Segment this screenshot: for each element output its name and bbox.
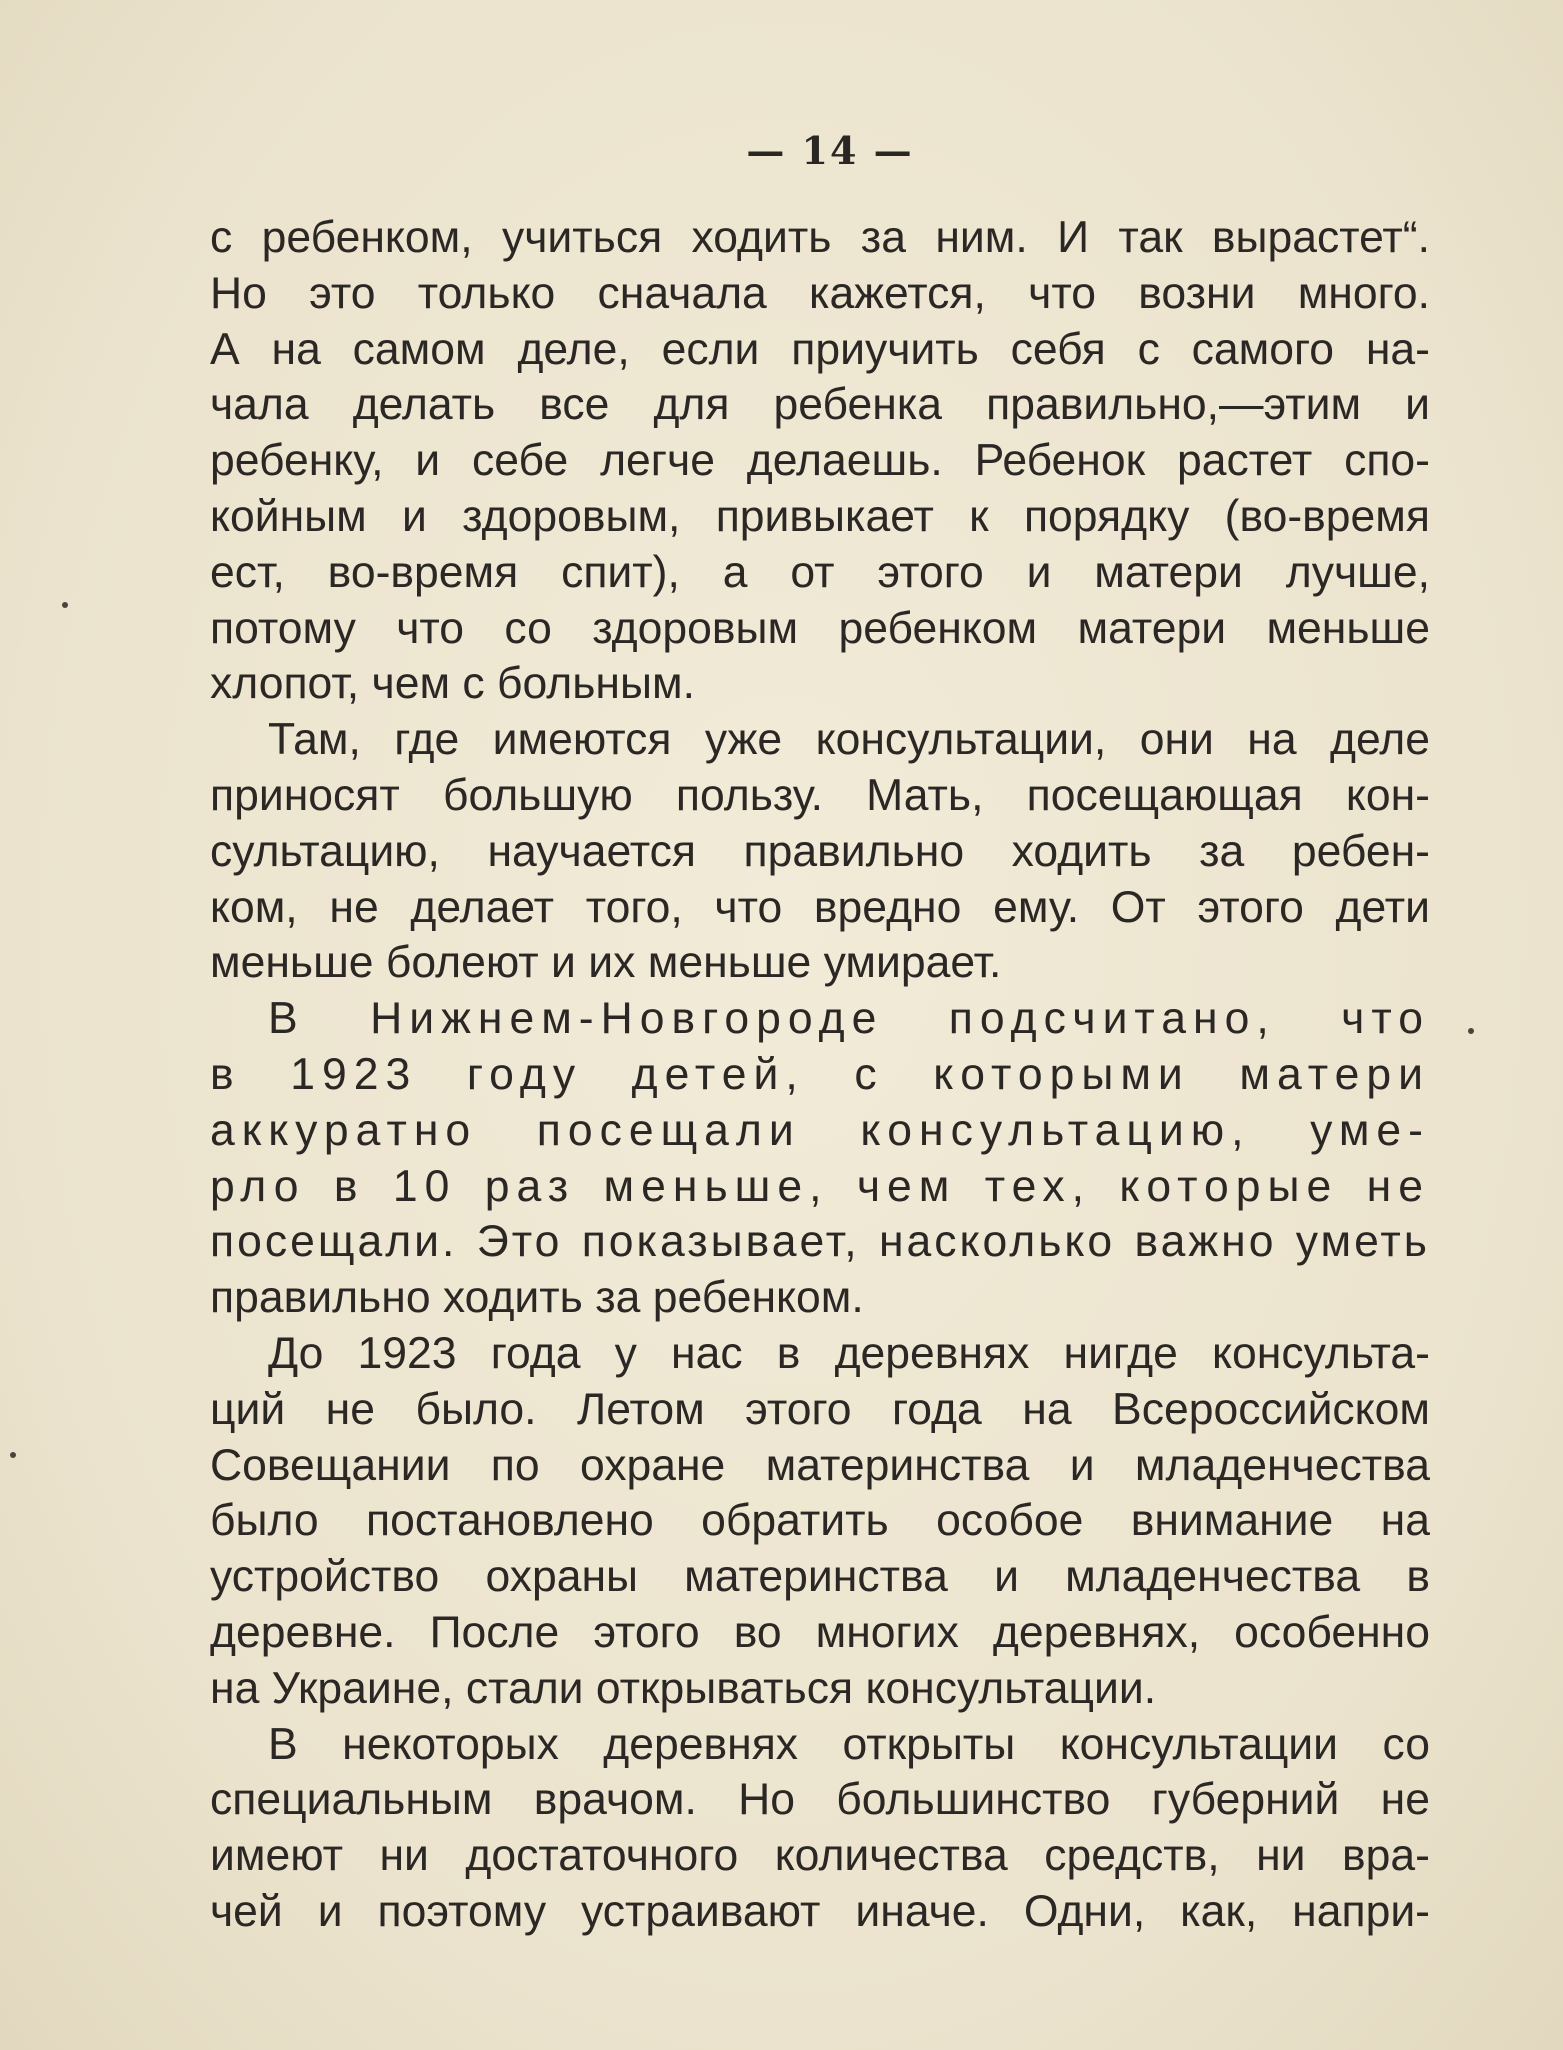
text-line: ест, во-время спит), а от этого и матери лучше, <box>210 547 1430 597</box>
text-line: деревне. После этого во многих деревнях, особенно <box>210 1607 1430 1657</box>
text-line: аккуратно посещали консультацию, уме- <box>210 1105 1430 1155</box>
text-line: было постановлено обратить особое внимание на <box>210 1496 1430 1546</box>
text-line: В некоторых деревнях открыты консультации со <box>268 1719 1430 1769</box>
text-line: устройство охраны материнства и младенчества в <box>210 1552 1430 1602</box>
text-line: чала делать все для ребенка правильно,—этим и <box>210 380 1430 430</box>
text-line: сультацию, научается правильно ходить за ребен- <box>210 826 1430 876</box>
text-line: До 1923 года у нас в деревнях нигде консульта- <box>268 1328 1430 1378</box>
text-line: с ребенком, учиться ходить за ним. И так вырастет“. <box>210 213 1430 262</box>
body-text <box>210 210 1430 1940</box>
text-line: хлопот, чем с больным. <box>210 659 695 709</box>
scan-speck <box>10 1452 16 1458</box>
text-line: меньше болеют и их меньше умирает. <box>210 938 1002 988</box>
text-line: В Нижнем-Новгороде подсчитано, что <box>268 994 1430 1044</box>
text-line: А на самом деле, если приучить себя с самого на- <box>210 324 1430 374</box>
text-line: Но это только сначала кажется, что возни много. <box>210 268 1430 318</box>
text-line: ком, не делает того, что вредно ему. От этого дети <box>210 882 1430 932</box>
text-line: на Украине, стали открываться консультации. <box>210 1663 1157 1713</box>
text-line: койным и здоровым, привыкает к порядку (во-время <box>210 491 1430 541</box>
text-line: имеют ни достаточного количества средств, ни вра- <box>210 1831 1430 1881</box>
scan-speck <box>62 602 68 608</box>
page-number: — 14 — <box>746 128 914 173</box>
text-line: ций не было. Летом этого года на Всероссийском <box>210 1384 1430 1434</box>
text-line: правильно ходить за ребенком. <box>210 1273 864 1323</box>
text-line: рло в 10 раз меньше, чем тех, которые не <box>210 1161 1430 1211</box>
text-line: в 1923 году детей, с которыми матери <box>210 1049 1430 1099</box>
text-line: Там, где имеются уже консультации, они на деле <box>268 715 1430 765</box>
scan-speck <box>1468 1028 1474 1034</box>
text-line: приносят большую пользу. Мать, посещающая кон- <box>210 770 1430 820</box>
text-line: ребенку, и себе легче делаешь. Ребенок растет спо- <box>210 436 1430 486</box>
text-line: посещали. Это показывает, насколько важно уметь <box>210 1217 1430 1267</box>
text-line: потому что со здоровым ребенком матери меньше <box>210 603 1430 653</box>
text-line: чей и поэтому устраивают иначе. Одни, как, напри- <box>210 1886 1430 1936</box>
text-line: Совещании по охране материнства и младенчества <box>210 1440 1430 1490</box>
text-line: специальным врачом. Но большинство губерний не <box>210 1775 1430 1825</box>
